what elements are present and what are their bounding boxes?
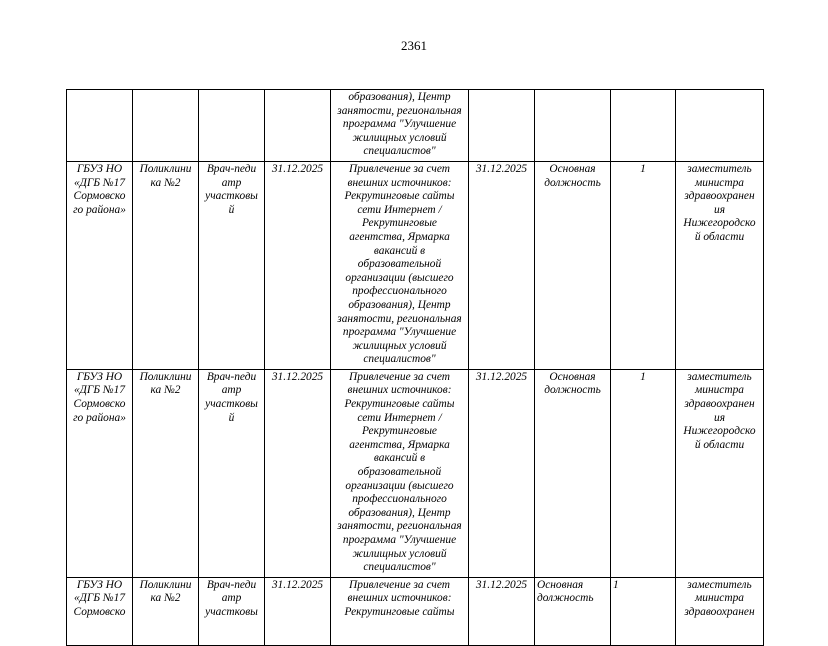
count-cell bbox=[611, 577, 676, 645]
count-cell bbox=[611, 161, 676, 369]
method-text: Привлечение за счет внешних источников: Рекрутинговые сайты сети Интернет / Рекрутинговые агентства, Ярмарка вакансий в образовательной организации (высшего профессионального образования), Центр занятости, региональная программа "Улучшение жилищных условий специалистов" bbox=[337, 162, 462, 366]
responsible-text: заместитель министра здравоохранен ия Нижегородско й области bbox=[683, 162, 756, 243]
table-row-continuation bbox=[67, 90, 764, 162]
count-cell bbox=[611, 369, 676, 577]
page-number: 2361 bbox=[401, 38, 427, 53]
division-cell bbox=[133, 369, 199, 577]
position-cell bbox=[199, 161, 265, 369]
responsible-text: заместитель министра здравоохранен ия Нижегородско й области bbox=[683, 370, 756, 451]
count-text: 1 bbox=[640, 370, 646, 383]
date-plan-cell bbox=[469, 577, 535, 645]
responsible-text: заместитель министра здравоохранен bbox=[684, 578, 755, 618]
date-open-cell bbox=[265, 90, 331, 162]
division-text: Поликлини ка №2 bbox=[139, 578, 192, 605]
division-cell bbox=[133, 90, 199, 162]
date-plan-cell bbox=[469, 90, 535, 162]
count-cell bbox=[611, 90, 676, 162]
date-open-cell bbox=[265, 577, 331, 645]
division-text: Поликлини ка №2 bbox=[139, 370, 192, 397]
table-row bbox=[67, 369, 764, 577]
responsible-cell bbox=[676, 577, 764, 645]
job-type-cell bbox=[535, 369, 611, 577]
position-cell bbox=[199, 369, 265, 577]
date-open-cell bbox=[265, 161, 331, 369]
count-text: 1 bbox=[640, 162, 646, 175]
org-cell bbox=[67, 161, 133, 369]
method-cell bbox=[331, 369, 469, 577]
method-cell bbox=[331, 577, 469, 645]
date-plan-text: 31.12.2025 bbox=[475, 578, 528, 591]
org-cell bbox=[67, 577, 133, 645]
job-type-text: Основная должность bbox=[544, 370, 601, 397]
table-row bbox=[67, 577, 764, 645]
date-open-cell bbox=[265, 369, 331, 577]
job-type-text: Основная должность bbox=[544, 162, 601, 189]
responsible-cell bbox=[676, 90, 764, 162]
position-text: Врач-педи атр участковы й bbox=[205, 370, 258, 424]
job-type-cell bbox=[535, 577, 611, 645]
date-plan-cell bbox=[469, 369, 535, 577]
method-text: образования), Центр занятости, региональная программа "Улучшение жилищных условий специалистов" bbox=[337, 91, 462, 158]
position-text: Врач-педи атр участковы bbox=[205, 578, 258, 618]
position-text: Врач-педи атр участковы й bbox=[205, 162, 258, 216]
method-text: Привлечение за счет внешних источников: Рекрутинговые сайты сети Интернет / Рекрутинговые агентства, Ярмарка вакансий в образовательной организации (высшего профессионального образования), Центр занятости, региональная программа "Улучшение жилищных условий специалистов" bbox=[337, 370, 462, 574]
job-type-cell bbox=[535, 161, 611, 369]
org-text: ГБУЗ НО «ДГБ №17 Сормовско го района» bbox=[73, 370, 126, 424]
job-type-text: Основная должность bbox=[537, 578, 594, 605]
method-cell bbox=[331, 161, 469, 369]
method-cell bbox=[331, 90, 469, 162]
division-text: Поликлини ка №2 bbox=[139, 162, 192, 189]
org-text: ГБУЗ НО «ДГБ №17 Сормовско bbox=[73, 578, 126, 618]
org-cell bbox=[67, 90, 133, 162]
responsible-cell bbox=[676, 161, 764, 369]
org-text: ГБУЗ НО «ДГБ №17 Сормовско го района» bbox=[73, 162, 126, 216]
date-open-text: 31.12.2025 bbox=[271, 370, 324, 383]
responsible-cell bbox=[676, 369, 764, 577]
date-plan-text: 31.12.2025 bbox=[475, 162, 528, 175]
date-plan-cell bbox=[469, 161, 535, 369]
date-plan-text: 31.12.2025 bbox=[475, 370, 528, 383]
org-cell bbox=[67, 369, 133, 577]
vacancy-table bbox=[66, 89, 764, 646]
position-cell bbox=[199, 577, 265, 645]
method-text: Привлечение за счет внешних источников: Рекрутинговые сайты bbox=[344, 578, 455, 618]
division-cell bbox=[133, 577, 199, 645]
division-cell bbox=[133, 161, 199, 369]
date-open-text: 31.12.2025 bbox=[271, 162, 324, 175]
position-cell bbox=[199, 90, 265, 162]
count-text: 1 bbox=[613, 578, 619, 591]
table-row bbox=[67, 161, 764, 369]
date-open-text: 31.12.2025 bbox=[271, 578, 324, 591]
job-type-cell bbox=[535, 90, 611, 162]
